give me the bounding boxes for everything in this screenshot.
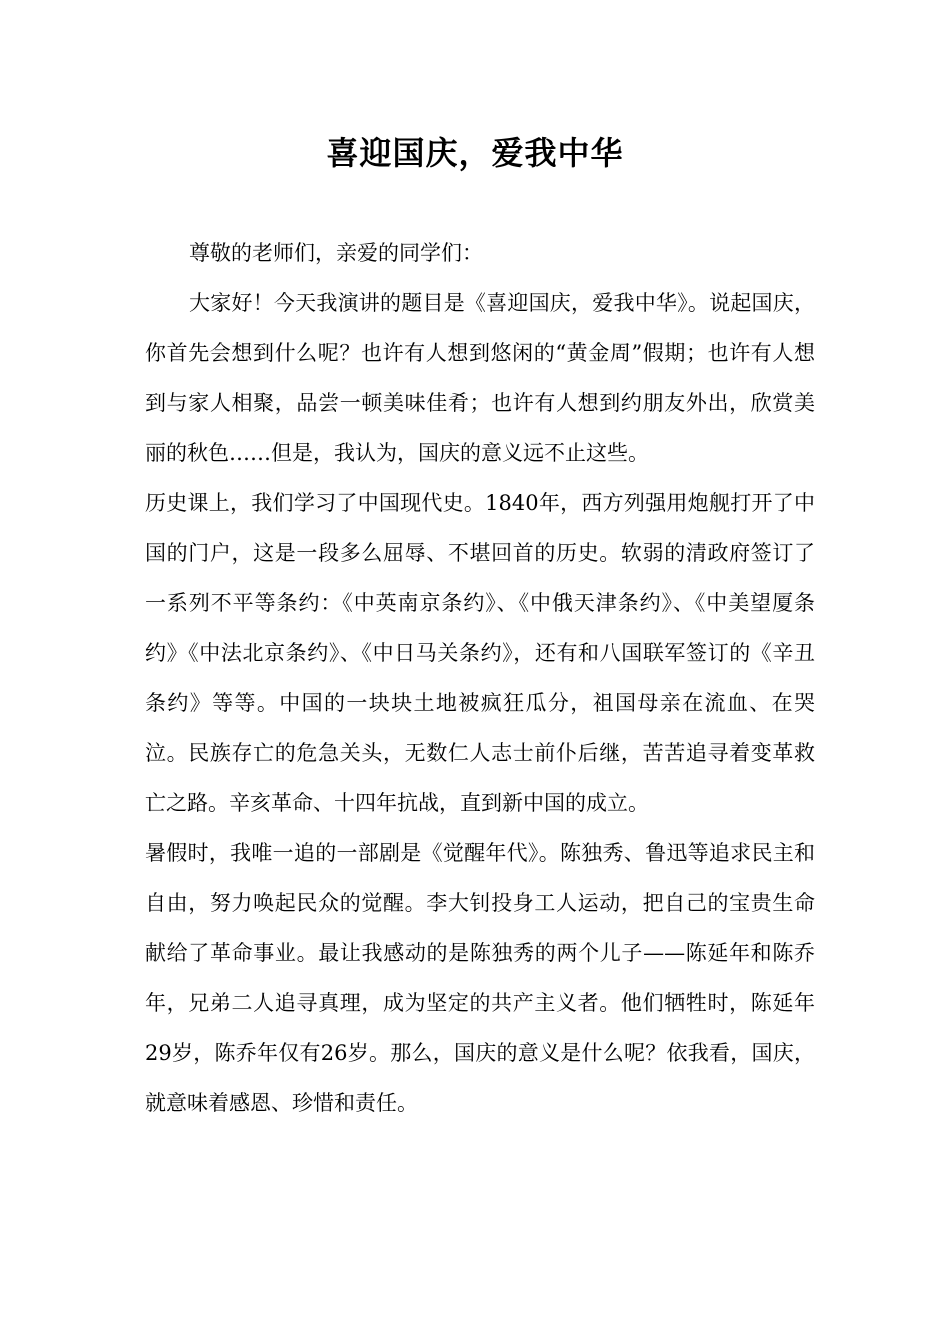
salutation: 尊敬的老师们，亲爱的同学们：: [189, 241, 483, 265]
paragraph-intro: 大家好！今天我演讲的题目是《喜迎国庆，爱我中华》。说起国庆，你首先会想到什么呢？也许有人想到悠闲的“黄金周”假期；也许有人想到与家人相聚，品尝一顿美味佳肴；也许有人想到约朋友外出，欣赏美丽的秋色……但是，我认为，国庆的意义远不止这些。: [145, 291, 815, 465]
paragraph-history: 历史课上，我们学习了中国现代史。1840年，西方列强用炮舰打开了中国的门户，这是一段多么屈辱、不堪回首的历史。软弱的清政府签订了一系列不平等条约：《中英南京条约》、《中俄天津条约》、《中美望厦条约》《中法北京条约》、《中日马关条约》，还有和八国联军签订的《辛丑条约》等等。中国的一块块土地被疯狂瓜分，祖国母亲在流血、在哭泣。民族存亡的危急关头，无数仁人志士前仆后继，苦苦追寻着变革救亡之路。辛亥革命、十四年抗战，直到新中国的成立。: [145, 491, 815, 815]
document-body: [145, 228, 815, 1128]
document-title: 喜迎国庆，爱我中华: [326, 134, 624, 172]
paragraph-drama: 暑假时，我唯一追的一部剧是《觉醒年代》。陈独秀、鲁迅等追求民主和自由，努力唤起民众的觉醒。李大钊投身工人运动，把自己的宝贵生命献给了革命事业。最让我感动的是陈独秀的两个儿子——陈延年和陈乔年，兄弟二人追寻真理，成为坚定的共产主义者。他们牺牲时，陈延年29岁，陈乔年仅有26岁。那么，国庆的意义是什么呢？依我看，国庆，就意味着感恩、珍惜和责任。: [145, 841, 815, 1115]
